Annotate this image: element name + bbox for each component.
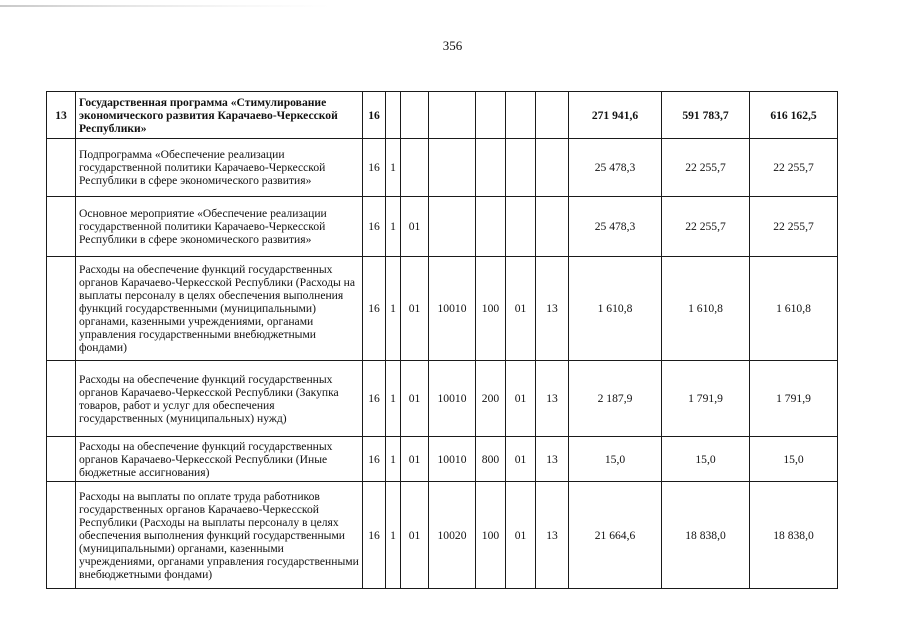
code-section-cell: 01 [506, 257, 536, 361]
code-ministry-cell: 16 [363, 437, 386, 482]
amount-year3-cell: 1 791,9 [750, 361, 838, 437]
code-direction-cell [429, 139, 476, 197]
code-program-cell: 1 [386, 197, 401, 257]
code-direction-cell: 10010 [429, 361, 476, 437]
code-section-cell [506, 92, 536, 139]
code-direction-cell [429, 197, 476, 257]
code-expense-type-cell: 200 [476, 361, 506, 437]
amount-year3-cell: 15,0 [750, 437, 838, 482]
code-subprogram-cell [401, 139, 429, 197]
code-subsection-cell [536, 197, 569, 257]
row-number-cell [47, 257, 76, 361]
code-ministry-cell: 16 [363, 257, 386, 361]
amount-year2-cell: 1 610,8 [662, 257, 750, 361]
row-number-cell [47, 197, 76, 257]
code-subsection-cell: 13 [536, 361, 569, 437]
code-ministry-cell: 16 [363, 482, 386, 589]
row-number-cell [47, 437, 76, 482]
code-ministry-cell: 16 [363, 361, 386, 437]
amount-year3-cell: 22 255,7 [750, 197, 838, 257]
code-direction-cell [429, 92, 476, 139]
row-name-cell: Расходы на обеспечение функций государственных органов Карачаево-Черкесской Республики (Расходы на выплаты персоналу в целях обеспечения выполнения функций государственными (муниципальными) органами, казенными учреждениями, органами управления государственными внебюджетными фондами) [76, 257, 363, 361]
amount-year1-cell: 21 664,6 [569, 482, 662, 589]
code-subprogram-cell: 01 [401, 361, 429, 437]
code-subsection-cell: 13 [536, 482, 569, 589]
code-direction-cell: 10010 [429, 257, 476, 361]
code-expense-type-cell: 800 [476, 437, 506, 482]
page-number: 356 [442, 38, 463, 53]
code-direction-cell: 10020 [429, 482, 476, 589]
code-program-cell: 1 [386, 437, 401, 482]
code-subsection-cell [536, 139, 569, 197]
amount-year3-cell: 22 255,7 [750, 139, 838, 197]
amount-year1-cell: 25 478,3 [569, 139, 662, 197]
code-ministry-cell: 16 [363, 197, 386, 257]
code-direction-cell: 10010 [429, 437, 476, 482]
amount-year2-cell: 15,0 [662, 437, 750, 482]
amount-year1-cell: 15,0 [569, 437, 662, 482]
amount-year1-cell: 2 187,9 [569, 361, 662, 437]
amount-year2-cell: 22 255,7 [662, 139, 750, 197]
code-subsection-cell [536, 92, 569, 139]
code-subsection-cell: 13 [536, 257, 569, 361]
code-section-cell: 01 [506, 437, 536, 482]
table-row [47, 139, 838, 197]
code-expense-type-cell: 100 [476, 482, 506, 589]
code-section-cell: 01 [506, 482, 536, 589]
code-subprogram-cell: 01 [401, 437, 429, 482]
code-program-cell [386, 92, 401, 139]
row-name-cell: Государственная программа «Стимулирование экономического развития Карачаево-Черкесской Республики» [76, 92, 363, 139]
table-row [47, 197, 838, 257]
code-program-cell: 1 [386, 482, 401, 589]
amount-year1-cell: 25 478,3 [569, 197, 662, 257]
row-number-cell [47, 139, 76, 197]
code-expense-type-cell: 100 [476, 257, 506, 361]
code-section-cell [506, 139, 536, 197]
amount-year2-cell: 1 791,9 [662, 361, 750, 437]
table-row [47, 482, 838, 589]
table-row [47, 361, 838, 437]
code-expense-type-cell [476, 197, 506, 257]
code-subprogram-cell: 01 [401, 197, 429, 257]
row-number-cell [47, 482, 76, 589]
row-name-cell: Расходы на обеспечение функций государственных органов Карачаево-Черкесской Республики (Иные бюджетные ассигнования) [76, 437, 363, 482]
row-number-cell [47, 361, 76, 437]
amount-year2-cell: 591 783,7 [662, 92, 750, 139]
amount-year3-cell: 616 162,5 [750, 92, 838, 139]
amount-year1-cell: 271 941,6 [569, 92, 662, 139]
code-subprogram-cell: 01 [401, 257, 429, 361]
table-row [47, 257, 838, 361]
code-program-cell: 1 [386, 257, 401, 361]
budget-table [46, 91, 838, 589]
row-name-cell: Основное мероприятие «Обеспечение реализации государственной политики Карачаево-Черкесской Республики в сфере экономического развития» [76, 197, 363, 257]
code-section-cell [506, 197, 536, 257]
amount-year2-cell: 18 838,0 [662, 482, 750, 589]
amount-year1-cell: 1 610,8 [569, 257, 662, 361]
code-subprogram-cell: 01 [401, 482, 429, 589]
amount-year3-cell: 1 610,8 [750, 257, 838, 361]
table-row [47, 437, 838, 482]
code-subsection-cell: 13 [536, 437, 569, 482]
row-name-cell: Подпрограмма «Обеспечение реализации государственной политики Карачаево-Черкесской Республики в сфере экономического развития» [76, 139, 363, 197]
code-expense-type-cell [476, 139, 506, 197]
row-name-cell: Расходы на выплаты по оплате труда работников государственных органов Карачаево-Черкесской Республики (Расходы на выплаты персоналу в целях обеспечения выполнения функций государственными (муниципальными) органами, казенными учреждениями, органами управления государственными внебюджетными фондами) [76, 482, 363, 589]
amount-year2-cell: 22 255,7 [662, 197, 750, 257]
code-program-cell: 1 [386, 139, 401, 197]
row-name-cell: Расходы на обеспечение функций государственных органов Карачаево-Черкесской Республики (Закупка товаров, работ и услуг для обеспечения государственных (муниципальных) нужд) [76, 361, 363, 437]
code-subprogram-cell [401, 92, 429, 139]
table-row [47, 92, 838, 139]
code-ministry-cell: 16 [363, 139, 386, 197]
row-number-cell: 13 [47, 92, 76, 139]
scan-artifact [0, 5, 330, 7]
amount-year3-cell: 18 838,0 [750, 482, 838, 589]
code-expense-type-cell [476, 92, 506, 139]
code-ministry-cell: 16 [363, 92, 386, 139]
code-program-cell: 1 [386, 361, 401, 437]
code-section-cell: 01 [506, 361, 536, 437]
